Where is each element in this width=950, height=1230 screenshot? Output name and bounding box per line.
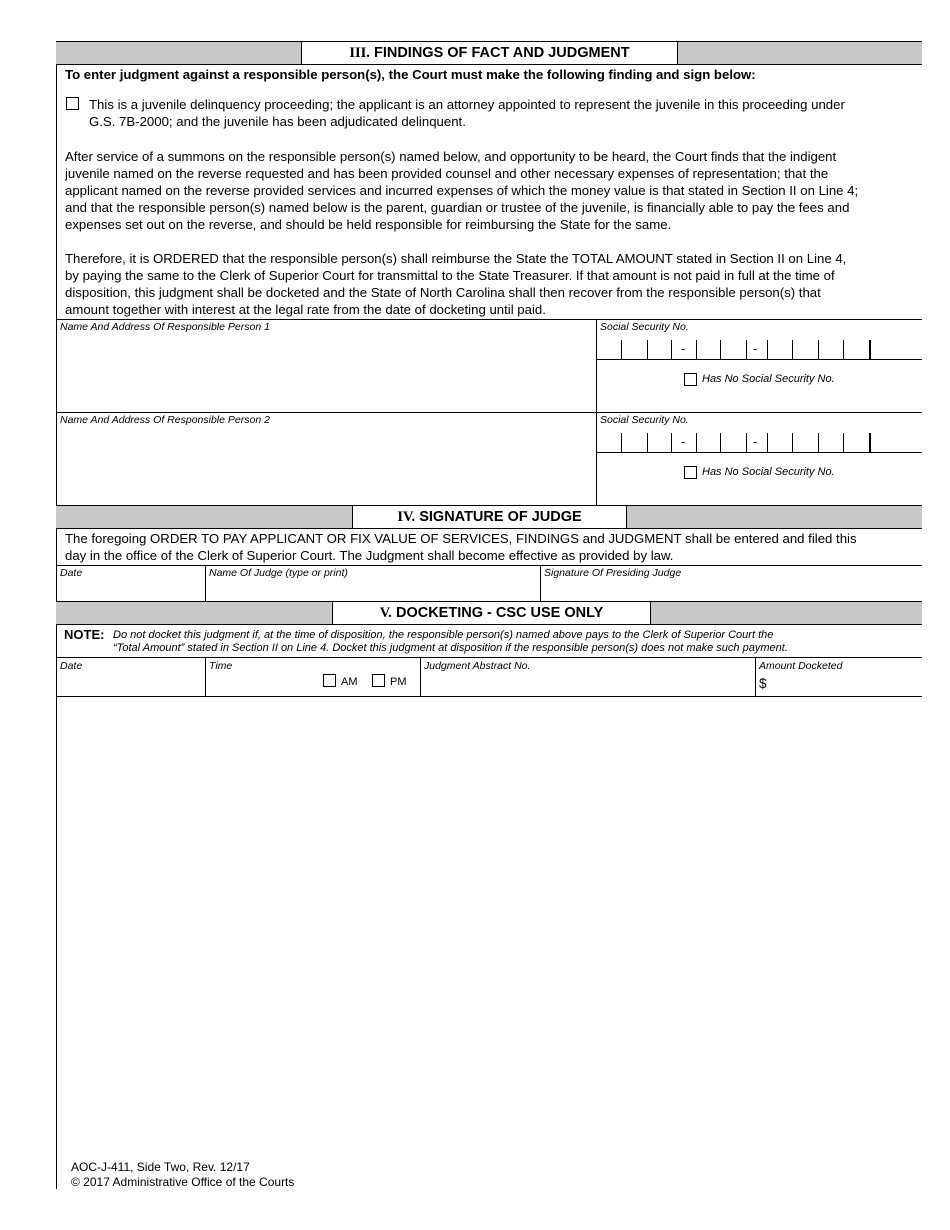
ssn2-none-checkbox[interactable] bbox=[684, 466, 697, 479]
judge-name-label: Name Of Judge (type or print) bbox=[209, 567, 348, 579]
judge-date-label: Date bbox=[60, 567, 83, 579]
judge-date-field[interactable] bbox=[57, 580, 204, 600]
findings-line: expenses set out on the reverse, and should be held responsible for reimbursing the State for the same. bbox=[65, 217, 672, 232]
section4-header bbox=[56, 505, 922, 529]
section4-text-line-2: day in the office of the Clerk of Superior Court. The Judgment shall become effective as provided by law. bbox=[65, 548, 674, 563]
section4-roman: IV. bbox=[397, 509, 416, 525]
order-paragraph bbox=[65, 250, 846, 318]
person1-label: Name And Address Of Responsible Person 1 bbox=[60, 321, 270, 333]
amount-docketed-label: Amount Docketed bbox=[759, 660, 843, 672]
findings-line: juvenile named on the reverse requested and has been provided counsel and other necessary expenses of representation; that the bbox=[65, 166, 829, 181]
am-label: AM bbox=[341, 676, 358, 688]
ssn2-none-label: Has No Social Security No. bbox=[702, 466, 835, 478]
judgment-abstract-field[interactable] bbox=[421, 673, 754, 695]
amount-docketed-field[interactable] bbox=[770, 673, 921, 695]
section5-title bbox=[332, 602, 651, 624]
note-line-2: “Total Amount” stated in Section II on Line 4. Docket this judgment at disposition if the responsible person(s) does not make such payment. bbox=[113, 642, 788, 654]
judgment-abstract-label: Judgment Abstract No. bbox=[424, 660, 531, 672]
ssn1-dash-1: - bbox=[681, 341, 686, 356]
section4-title-text: SIGNATURE OF JUDGE bbox=[419, 509, 582, 525]
section4-title bbox=[352, 506, 627, 528]
findings-line: applicant named on the reverse provided services and incurred expenses of which the money value is that stated in Section II on Line 4; bbox=[65, 183, 859, 198]
ssn1-dash-2: - bbox=[753, 341, 758, 356]
am-checkbox[interactable] bbox=[323, 674, 336, 687]
ssn1-none-label: Has No Social Security No. bbox=[702, 373, 835, 385]
findings-line: and that the responsible person(s) named below is the parent, guardian or trustee of the juvenile, is financially able to pay the fees and bbox=[65, 200, 850, 215]
pm-label: PM bbox=[390, 676, 407, 688]
order-line: Therefore, it is ORDERED that the responsible person(s) shall reimburse the State the TOTAL AMOUNT stated in Section II on Line 4, bbox=[65, 251, 847, 266]
section5-header bbox=[56, 601, 922, 625]
judge-signature-field[interactable] bbox=[541, 580, 921, 600]
juvenile-delinquency-checkbox[interactable] bbox=[66, 97, 79, 110]
docket-date-field[interactable] bbox=[57, 673, 204, 695]
ssn1-label: Social Security No. bbox=[600, 321, 689, 333]
section3-header bbox=[56, 41, 922, 65]
ssn1-none-checkbox[interactable] bbox=[684, 373, 697, 386]
findings-line: After service of a summons on the responsible person(s) named below, and opportunity to be heard, the Court finds that the indigent bbox=[65, 149, 837, 164]
section3-instruction: To enter judgment against a responsible person(s), the Court must make the following finding and sign below: bbox=[65, 67, 756, 82]
person1-name-address-field[interactable] bbox=[57, 336, 595, 411]
section5-roman: V. bbox=[379, 605, 392, 621]
order-line: disposition, this judgment shall be docketed and the State of North Carolina shall then recover from the responsible person(s) that bbox=[65, 285, 821, 300]
findings-paragraph bbox=[65, 148, 858, 233]
docket-time-label: Time bbox=[209, 660, 233, 672]
docket-date-label: Date bbox=[60, 660, 83, 672]
section4-text-line-1: The foregoing ORDER TO PAY APPLICANT OR FIX VALUE OF SERVICES, FINDINGS and JUDGMENT shall be entered and filed this bbox=[65, 531, 857, 546]
section5-title-text: DOCKETING - CSC USE ONLY bbox=[395, 605, 604, 621]
form-id: AOC-J-411, Side Two, Rev. 12/17 bbox=[71, 1160, 250, 1174]
section3-roman: III. bbox=[349, 45, 370, 61]
footer bbox=[71, 1160, 294, 1190]
order-line: by paying the same to the Clerk of Superior Court for transmittal to the State Treasurer. If that amount is not paid in full at the time of bbox=[65, 268, 835, 283]
person2-label: Name And Address Of Responsible Person 2 bbox=[60, 414, 270, 426]
section3-title bbox=[301, 42, 678, 64]
juvenile-line-1: This is a juvenile delinquency proceeding; the applicant is an attorney appointed to represent the juvenile in this proceeding under bbox=[89, 97, 845, 112]
pm-checkbox[interactable] bbox=[372, 674, 385, 687]
judge-name-field[interactable] bbox=[206, 580, 539, 600]
ssn1-field[interactable] bbox=[596, 340, 922, 360]
section4-text bbox=[65, 530, 857, 564]
judge-signature-label: Signature Of Presiding Judge bbox=[544, 567, 682, 579]
section3-title-text: FINDINGS OF FACT AND JUDGMENT bbox=[373, 45, 630, 61]
note-label: NOTE: bbox=[64, 627, 105, 642]
note-line-1: Do not docket this judgment if, at the time of disposition, the responsible person(s) named above pays to the Clerk of Superior Court the bbox=[113, 629, 774, 641]
person2-name-address-field[interactable] bbox=[57, 429, 595, 504]
ssn2-label: Social Security No. bbox=[600, 414, 689, 426]
ssn2-dash-2: - bbox=[753, 434, 758, 449]
dollar-sign: $ bbox=[759, 676, 767, 691]
juvenile-line-2: G.S. 7B-2000; and the juvenile has been adjudicated delinquent. bbox=[89, 114, 466, 129]
order-line: amount together with interest at the legal rate from the date of docketing until paid. bbox=[65, 302, 546, 317]
copyright: © 2017 Administrative Office of the Courts bbox=[71, 1175, 295, 1189]
ssn2-field[interactable] bbox=[596, 433, 922, 453]
ssn2-dash-1: - bbox=[681, 434, 686, 449]
